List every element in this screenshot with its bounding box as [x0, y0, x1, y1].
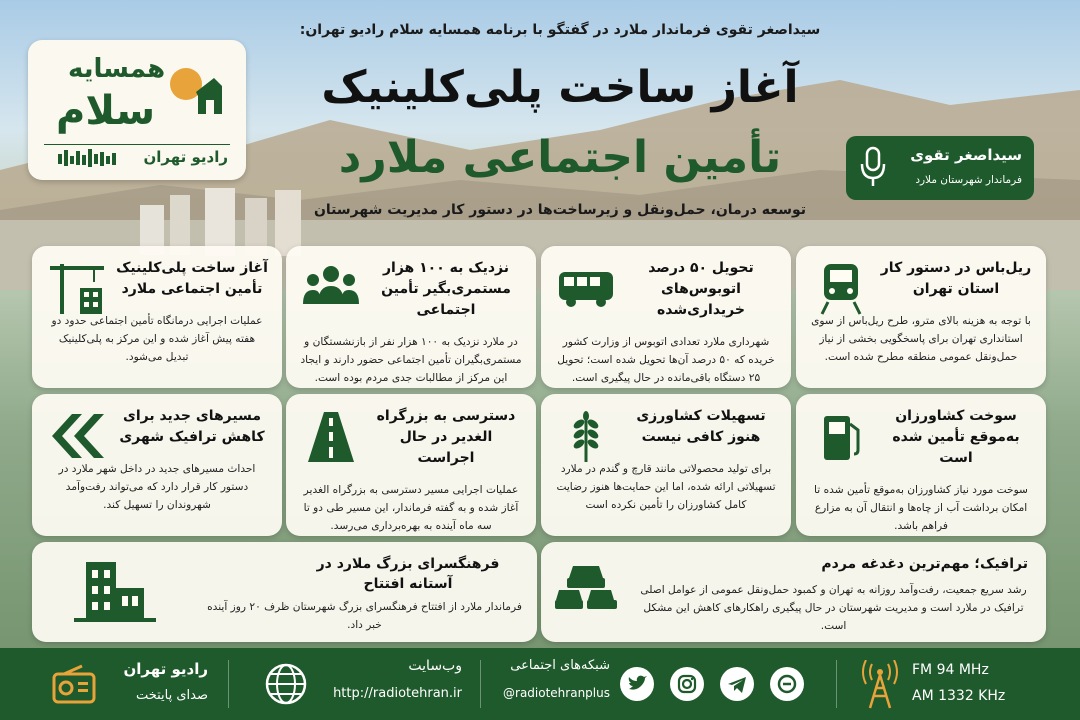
- card-title: آغاز ساخت پلی‌کلینیک تأمین اجتماعی ملارد: [116, 260, 268, 297]
- microphone-icon: [858, 146, 888, 188]
- card-title: ترافیک؛ مهم‌ترین دغدغه مردم: [821, 556, 1028, 572]
- am-frequency: AM 1332 KHz: [912, 688, 1006, 704]
- house-chat-icon: [166, 64, 222, 120]
- card-title: تسهیلات کشاورزی هنوز کافی نیست: [636, 408, 766, 445]
- footer-divider: [836, 660, 837, 708]
- card-body: شهرداری ملارد تعدادی اتوبوس از وزارت کشور خریده که ۵۰ درصد آن‌ها تحویل شده است؛ تحویل ۲۵ دستگاه باقی‌مانده در حال پیگیری است.: [557, 336, 775, 384]
- card-title: تحویل ۵۰ درصد اتوبوس‌های خریداری‌شده: [648, 260, 754, 318]
- card-body: رشد سریع جمعیت، رفت‌وآمد روزانه به تهران و کمبود حمل‌ونقل عمومی از عوامل اصلی ترافیک در ملارد است و مدیریت شهرستان در حال پیگیری راهکارهای کاهش این مشکل است.: [640, 584, 1027, 632]
- card-body: عملیات اجرایی درمانگاه تأمین اجتماعی حدود دو هفته پیش آغاز شده و این مرکز به پلی‌کلینیک تبدیل می‌شود.: [51, 315, 263, 363]
- telegram-icon[interactable]: [720, 667, 754, 701]
- card-title: مسیرهای جدید برای کاهش ترافیک شهری: [119, 408, 265, 445]
- instagram-icon[interactable]: [670, 667, 704, 701]
- crane-icon: [46, 260, 108, 316]
- footer-site-label: وب‌سایت: [408, 658, 462, 674]
- globe-icon[interactable]: [264, 662, 308, 706]
- card-highway: [286, 394, 536, 536]
- route-arrows-icon: [46, 408, 108, 464]
- card-agri-loans: [541, 394, 791, 536]
- footer-divider: [228, 660, 229, 708]
- footer-social-handle[interactable]: @radiotehranplus: [503, 686, 610, 700]
- hamsaye-salam-logo: [28, 40, 246, 180]
- page-title: آغاز ساخت پلی‌کلینیک: [321, 62, 799, 113]
- footer-social-label: شبکه‌های اجتماعی: [510, 658, 610, 673]
- card-title: ریل‌باس در دستور کار استان تهران: [880, 260, 1032, 297]
- header-kicker: سیداصغر تقوی فرماندار ملارد در گفتگو با برنامه همسایه سلام رادیو تهران:: [299, 22, 821, 38]
- card-body: در ملارد نزدیک به ۱۰۰ هزار نفر از بازنشستگان و مستمری‌بگیران تأمین اجتماعی حضور دارند و ایجاد این مرکز از مطالبات جدی مردم بوده است.: [300, 336, 522, 384]
- card-body: سوخت مورد نیاز کشاورزان به‌موقع تأمین شده تا امکان برداشت آب از چاه‌ها و انتقال آن به مزارع فراهم باشد.: [814, 484, 1028, 532]
- antenna-icon: [858, 660, 902, 710]
- card-traffic: [541, 542, 1046, 642]
- card-title: دسترسی به بزرگراه الغدیر در حال اجراست: [376, 408, 516, 466]
- website-link[interactable]: http://radiotehran.ir: [333, 686, 462, 701]
- card-buses: [541, 246, 791, 388]
- radio-icon: [52, 664, 96, 704]
- footer-radio-title: رادیو تهران: [123, 660, 208, 678]
- card-new-routes: [32, 394, 282, 536]
- logo-line2: سلام: [56, 88, 156, 134]
- card-body: با توجه به هزینه بالای مترو، طرح ریل‌باس از سوی استانداری تهران برای پاسخگویی بخشی از نیاز حمل‌ونقل عمومی منطقه مطرح شده است.: [811, 315, 1031, 363]
- train-icon: [810, 260, 872, 316]
- card-body: برای تولید محصولاتی مانند قارچ و گندم در ملارد تسهیلاتی ارائه شده، اما این حمایت‌ها هنوز رضایت کامل کشاورزان را تأمین نکرده است: [556, 463, 776, 511]
- highway-icon: [300, 408, 362, 464]
- card-title: فرهنگسرای بزرگ ملارد در آستانه افتتاح: [316, 556, 500, 592]
- eitaa-icon[interactable]: [770, 667, 804, 701]
- card-railbus: [796, 246, 1046, 388]
- speaker-badge: [846, 136, 1034, 200]
- card-body: فرماندار ملارد از افتتاح فرهنگسرای بزرگ شهرستان ظرف ۲۰ روز آینده خبر داد.: [207, 601, 522, 631]
- card-title: نزدیک به ۱۰۰ هزار مستمری‌بگیر تأمین اجتماعی: [381, 260, 511, 318]
- card-fuel: [796, 394, 1046, 536]
- card-body: عملیات اجرایی مسیر دسترسی به بزرگراه الغدیر آغاز شده و به گفته فرماندار، این مسیر طی دو تا سه ماه آینده به بهره‌برداری می‌رسد.: [303, 484, 519, 532]
- building-icon: [72, 558, 158, 624]
- card-polyclinic: [32, 246, 282, 388]
- card-cultural-center: [32, 542, 537, 642]
- speaker-name: سیداصغر تقوی: [910, 146, 1022, 164]
- speaker-role: فرماندار شهرستان ملارد: [915, 174, 1022, 186]
- footer-radio-sub: صدای پایتخت: [135, 688, 208, 703]
- footer-divider: [480, 660, 481, 708]
- sound-wave-icon: [58, 148, 118, 168]
- page-subtitle: توسعه درمان، حمل‌ونقل و زیرساخت‌ها در دستور کار مدیریت شهرستان: [313, 202, 807, 218]
- logo-line1: همسایه: [68, 54, 166, 84]
- wheat-icon: [555, 408, 617, 464]
- traffic-cars-icon: [555, 560, 617, 616]
- twitter-icon[interactable]: [620, 667, 654, 701]
- fuel-pump-icon: [810, 408, 872, 464]
- bus-icon: [555, 260, 617, 316]
- card-pensioners: [286, 246, 536, 388]
- card-body: احداث مسیرهای جدید در داخل شهر ملارد در دستور کار قرار دارد که می‌تواند رفت‌وآمد شهروندان را تسهیل کند.: [58, 463, 256, 511]
- card-title: سوخت کشاورزان به‌موقع تأمین شده است: [892, 408, 1020, 466]
- page-title-line2: تأمین اجتماعی ملارد: [338, 132, 782, 183]
- footer-bar: [0, 648, 1080, 720]
- fm-frequency: FM 94 MHz: [912, 662, 989, 678]
- people-icon: [300, 260, 362, 316]
- logo-station: رادیو تهران: [143, 148, 228, 166]
